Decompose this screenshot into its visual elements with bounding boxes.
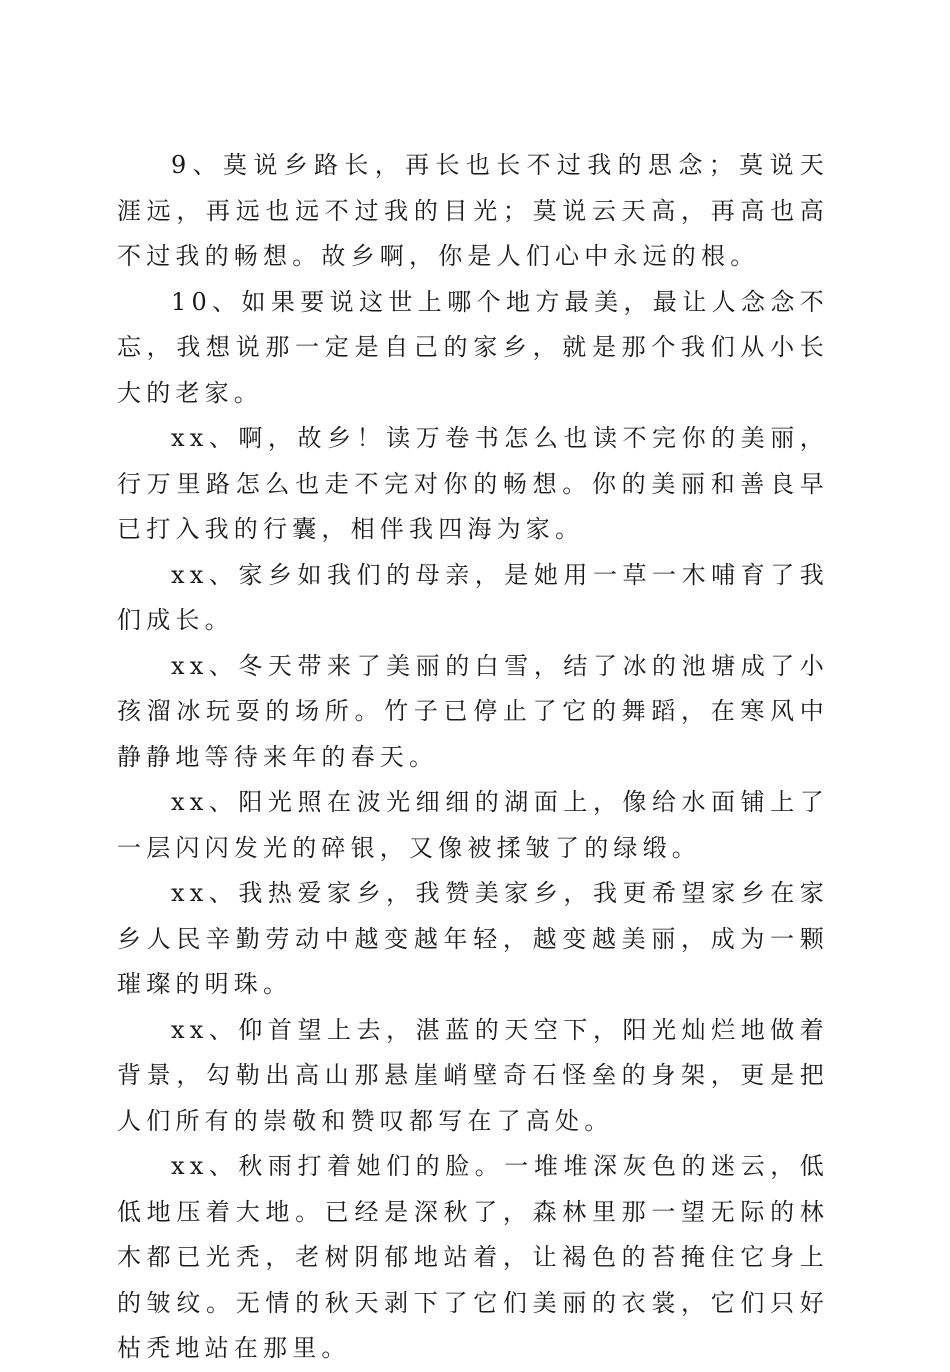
- paragraph-9: 9、莫说乡路长，再长也长不过我的思念；莫说天涯远，再远也远不过我的目光；莫说云天高，再高也高不过我的畅想。故乡啊，你是人们心中永远的根。: [117, 151, 829, 270]
- document-page: [117, 143, 829, 1372]
- paragraph-10: 10、如果要说这世上哪个地方最美，最让人念念不忘，我想说那一定是自己的家乡，就是那个我们从小长大的老家。: [117, 287, 829, 407]
- paragraph-mountain-view: xx、仰首望上去，湛蓝的天空下，阳光灿烂地做着背景，勾勒出高山那悬崖峭壁奇石怪垒的身架，更是把人们所有的崇敬和赞叹都写在了高处。: [117, 1015, 829, 1135]
- paragraph-love-hometown: xx、我热爱家乡，我赞美家乡，我更希望家乡在家乡人民辛勤劳动中越变越年轻，越变越美丽，成为一颗璀璨的明珠。: [117, 879, 829, 998]
- paragraph-winter: xx、冬天带来了美丽的白雪，结了冰的池塘成了小孩溜冰玩耍的场所。竹子已停止了它的舞蹈，在寒风中静静地等待来年的春天。: [117, 651, 829, 771]
- paragraph-lake-sunlight: xx、阳光照在波光细细的湖面上，像给水面铺上了一层闪闪发光的碎银，又像被揉皱了的绿缎。: [117, 788, 829, 862]
- paragraph-hometown-mother: xx、家乡如我们的母亲，是她用一草一木哺育了我们成长。: [117, 560, 829, 634]
- paragraph-autumn-rain: xx、秋雨打着她们的脸。一堆堆深灰色的迷云，低低地压着大地。已经是深秋了，森林里那一望无际的林木都已光秃，老树阴郁地站着，让褐色的苔掩住它身上的皱纹。无情的秋天剥下了它们美丽的衣裳，它们只好枯秃地站在那里。: [117, 1152, 829, 1362]
- paragraph-hometown-reading: xx、啊，故乡！读万卷书怎么也读不完你的美丽，行万里路怎么也走不完对你的畅想。你的美丽和善良早已打入我的行囊，相伴我四海为家。: [117, 424, 829, 543]
